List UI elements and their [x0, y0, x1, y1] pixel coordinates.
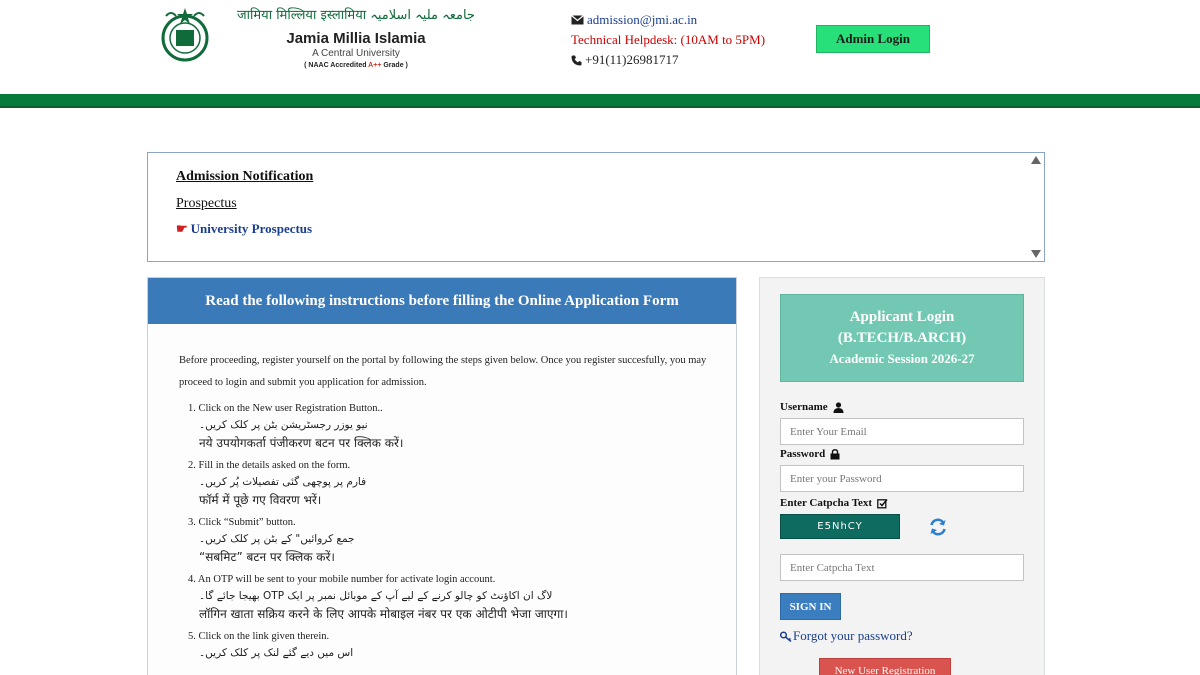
- login-title: Applicant Login: [849, 309, 955, 325]
- naac-accreditation: [216, 60, 496, 72]
- step-urdu: نیو یوزر رجسٹریشن بٹن پر کلک کریں۔: [199, 419, 368, 431]
- step-english: 4. An OTP will be sent to your mobile number for activate login account.: [188, 574, 496, 585]
- lock-icon: [830, 449, 840, 460]
- captcha-input[interactable]: [780, 554, 1024, 581]
- instruction-step-3: [188, 514, 736, 567]
- step-urdu: اس میں دیے گئے لنک پر کلک کریں۔: [199, 647, 354, 659]
- notification-title: Admission Notification: [176, 169, 314, 184]
- naac-prefix: ( NAAC Accredited: [304, 62, 369, 69]
- step-urdu: فارم پر پوچھی گئی تفصیلات پُر کریں۔: [199, 476, 367, 488]
- captcha-image: E5NhCY: [780, 514, 900, 539]
- login-header: [780, 294, 1024, 382]
- naac-suffix: Grade ): [381, 62, 408, 69]
- sign-in-button[interactable]: SIGN IN: [780, 593, 841, 620]
- instruction-steps: [179, 400, 736, 662]
- captcha-label: [780, 497, 888, 509]
- phone-icon: [571, 55, 582, 66]
- envelope-icon: [571, 15, 584, 25]
- naac-grade: A++: [368, 62, 382, 69]
- username-label: [780, 401, 844, 413]
- brand-subtitle: A Central University: [312, 48, 400, 59]
- header-divider-bar: [0, 94, 1200, 108]
- phone-row: [571, 50, 765, 70]
- login-session: Academic Session 2026-27: [829, 351, 975, 366]
- user-icon: [833, 402, 844, 413]
- step-english: 5. Click on the link given therein.: [188, 631, 330, 642]
- password-label: [780, 448, 840, 460]
- instruction-step-2: [188, 457, 736, 510]
- forgot-password-label[interactable]: Forgot your password?: [793, 628, 913, 643]
- brand-name: Jamia Millia Islamia: [286, 30, 426, 47]
- password-label-text: Password: [780, 448, 826, 460]
- captcha-label-text: Enter Catpcha Text: [780, 497, 873, 509]
- scroll-down-arrow-icon[interactable]: [1031, 250, 1041, 258]
- instructions-body: [148, 324, 736, 662]
- step-english: 3. Click “Submit” button.: [188, 517, 296, 528]
- instruction-step-1: [188, 400, 736, 453]
- admin-login-button[interactable]: Admin Login: [816, 25, 930, 53]
- step-hindi: नये उपयोगकर्ता पंजीकरण बटन पर क्लिक करें।: [199, 436, 404, 450]
- step-english: 1. Click on the New user Registration Button..: [188, 403, 383, 414]
- contact-info: [571, 10, 765, 70]
- username-input[interactable]: [780, 418, 1024, 445]
- helpdesk-text: Technical Helpdesk: (10AM to 5PM): [571, 32, 766, 47]
- step-urdu: جمع کروائیں" کے بٹن پر کلک کریں۔: [199, 533, 355, 545]
- instructions-intro: Before proceeding, register yourself on the portal by following the steps given below. Once you register succesfully, you may proceed to login and submit you application for admission.: [179, 355, 707, 388]
- instruction-step-4: [188, 571, 736, 624]
- brand-multilingual-name: जामिया मिल्लिया इस्लामिया جامعہ ملیہ اسلامیہ: [237, 8, 475, 23]
- step-hindi: “सबमिट” बटन पर क्लिक करें।: [199, 550, 335, 564]
- forgot-password-link[interactable]: [780, 628, 913, 644]
- admission-notification-box: [147, 152, 1045, 262]
- login-program: (B.TECH/B.ARCH): [837, 330, 967, 346]
- step-hindi: लॉगिन खाता सक्रिय करने के लिए आपके मोबाइल नंबर पर एक ओटीपी भेजा जाएगा।: [199, 607, 568, 621]
- email-row: [571, 10, 765, 30]
- scroll-up-arrow-icon[interactable]: [1031, 156, 1041, 164]
- prospectus-link-label[interactable]: University Prospectus: [190, 221, 313, 236]
- instruction-step-5: [188, 628, 736, 662]
- university-brand: [216, 6, 496, 72]
- instructions-heading: Read the following instructions before filling the Online Application Form: [148, 278, 736, 324]
- new-user-registration-button[interactable]: New User Registration: [819, 658, 951, 675]
- pointing-hand-icon: ☛: [176, 221, 188, 236]
- password-input[interactable]: [780, 465, 1024, 492]
- instructions-panel: [147, 277, 737, 675]
- username-label-text: Username: [780, 401, 828, 413]
- step-hindi: फॉर्म में पूछे गए विवरण भरें।: [199, 493, 322, 507]
- phone-number: +91(11)26981717: [585, 52, 679, 67]
- key-icon: [780, 631, 793, 642]
- email-link[interactable]: admission@jmi.ac.in: [587, 12, 698, 27]
- jmi-emblem-icon[interactable]: [158, 4, 212, 64]
- university-prospectus-link[interactable]: [176, 221, 312, 237]
- site-header: [0, 0, 1200, 94]
- step-urdu: لاگ ان اکاؤنٹ کو چالو کرنے کے لیے آپ کے موبائل نمبر پر ایک OTP بھیجا جائے گا۔: [199, 590, 553, 602]
- prospectus-heading: Prospectus: [176, 196, 237, 211]
- applicant-login-panel: [759, 277, 1045, 675]
- edit-check-icon: [877, 498, 888, 509]
- refresh-captcha-icon[interactable]: [928, 517, 948, 537]
- step-english: 2. Fill in the details asked on the form.: [188, 460, 351, 471]
